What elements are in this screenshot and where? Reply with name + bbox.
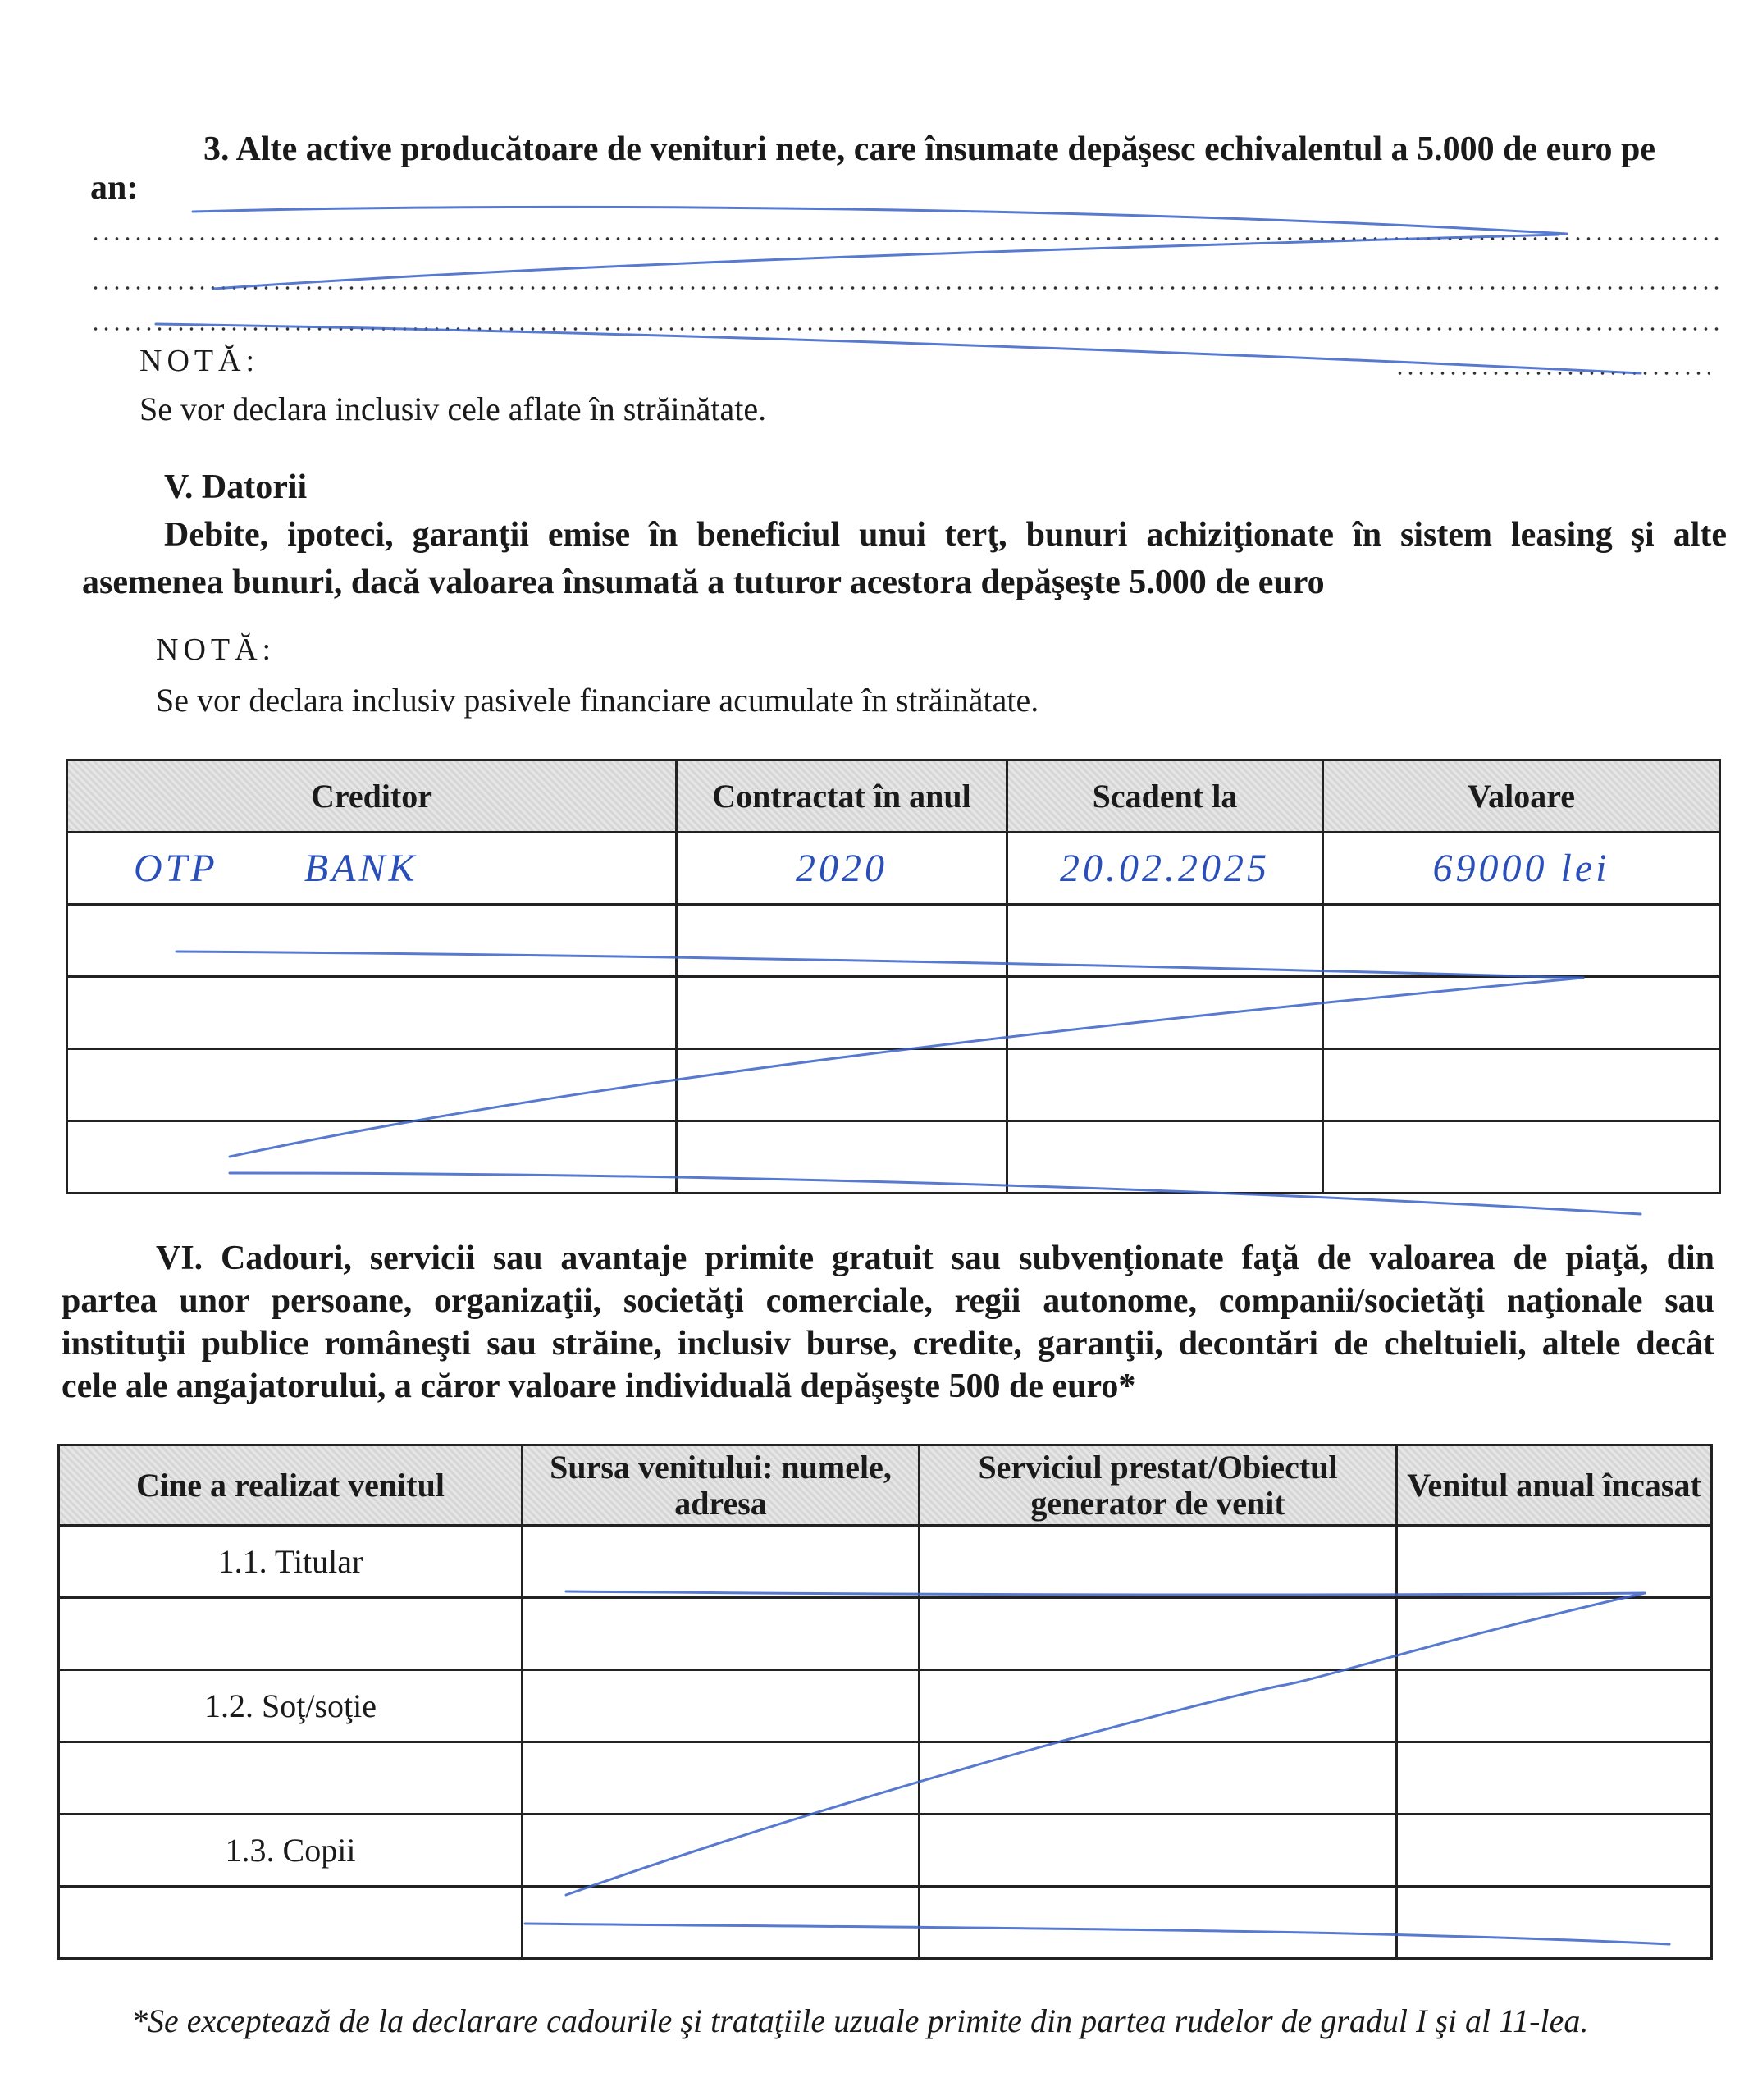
- debts-cell-creditor: OTP BANK: [67, 833, 677, 905]
- debts-cell-due: 20.02.2025: [1007, 833, 1323, 905]
- debts-cell-year: 2020: [677, 833, 1007, 905]
- strike-debts-bottom: [230, 1173, 1641, 1214]
- strike-section3-bottom: [156, 324, 1641, 373]
- section6-line3: instituţii publice româneşti sau străine, inclusiv burse, credite, garanţii, decontări de cheltuieli, altele decât: [62, 1325, 1714, 1363]
- section3-heading-cont: an:: [90, 169, 139, 207]
- strike-section3-diagonal: [213, 235, 1559, 289]
- strike-gifts-bottom: [525, 1924, 1669, 1944]
- gifts-row-label: 1.1. Titular: [59, 1526, 523, 1598]
- gifts-header-source: Sursa venitului: numele, adresa: [523, 1445, 920, 1526]
- gifts-row-label: 1.2. Soţ/soţie: [59, 1670, 523, 1742]
- section3-nota-label: NOTĂ:: [139, 344, 260, 378]
- footnote: *Se exceptează de la declarare cadourile şi trataţiile uzuale primite din partea rudelor de gradul I şi al 11-lea.: [131, 2002, 1589, 2039]
- section5-title: V. Datorii: [164, 468, 308, 506]
- section5-nota-text: Se vor declara inclusiv pasivele financiare acumulate în străinătate.: [156, 682, 1039, 719]
- strike-gifts-top: [566, 1591, 1645, 1595]
- gifts-row-label: 1.3. Copii: [59, 1815, 523, 1887]
- section3-nota-text: Se vor declara inclusiv cele aflate în străinătate.: [139, 390, 767, 427]
- strike-gifts-diagonal: [566, 1593, 1645, 1895]
- strike-debts-diagonal: [230, 978, 1583, 1157]
- section6-line1: VI. Cadouri, servicii sau avantaje primite gratuit sau subvenţionate faţă de valoarea de piaţă, din: [156, 1239, 1714, 1277]
- debts-header-value: Valoare: [1323, 760, 1720, 833]
- gifts-header-income: Venitul anual încasat: [1397, 1445, 1712, 1526]
- section5-nota-label: NOTĂ:: [156, 632, 276, 667]
- strike-section3-top: [193, 207, 1567, 234]
- section5-desc-line2: asemenea bunuri, dacă valoarea însumată a tuturor acestora depăşeşte 5.000 de euro: [82, 564, 1325, 601]
- section5-desc-line1: Debite, ipoteci, garanţii emise în beneficiul unui terţ, bunuri achiziţionate în sistem leasing şi alte: [164, 516, 1727, 554]
- section3-heading: 3. Alte active producătoare de venituri nete, care însumate depăşesc echivalentul a 5.000 de euro pe: [203, 130, 1656, 168]
- gifts-header-who: Cine a realizat venitul: [59, 1445, 523, 1526]
- strike-debts-top: [176, 952, 1583, 978]
- debts-header-due-date: Scadent la: [1007, 760, 1323, 833]
- section6-line2: partea unor persoane, organizaţii, societăţi comerciale, regii autonome, companii/societăţi naţionale sau: [62, 1282, 1714, 1320]
- gifts-header-service: Serviciul prestat/Obiectul generator de venit: [920, 1445, 1397, 1526]
- debts-cell-value: 69000 lei: [1323, 833, 1720, 905]
- debts-header-contract-year: Contractat în anul: [677, 760, 1007, 833]
- section6-line4: cele ale angajatorului, a căror valoare individuală depăşeşte 500 de euro*: [62, 1367, 1136, 1405]
- debts-header-creditor: Creditor: [67, 760, 677, 833]
